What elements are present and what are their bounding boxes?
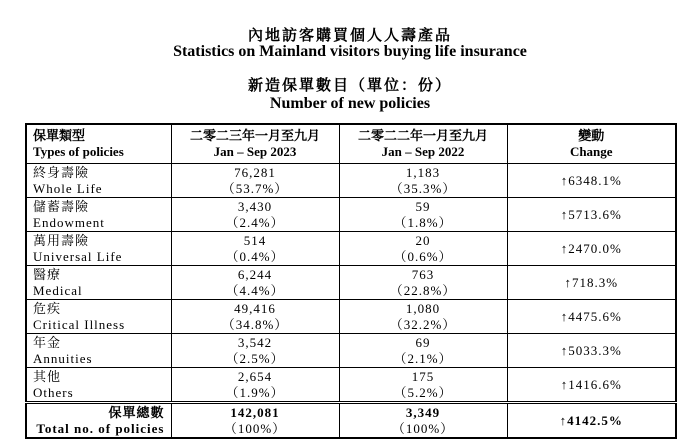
policy-type: 危疾 Critical Illness (26, 300, 171, 334)
value-2023: 76,281 （53.7%） (171, 164, 339, 198)
table-row (26, 164, 676, 198)
table-row (26, 266, 676, 300)
table-row (26, 403, 676, 439)
value-2023: 6,244 （4.4%） (171, 266, 339, 300)
change-value: ↑5713.6% (507, 198, 676, 232)
value-2023: 2,654 （1.9%） (171, 368, 339, 403)
subtitle-english: Number of new policies (269, 95, 431, 112)
policy-type: 保單總數 Total no. of policies (26, 403, 171, 439)
table-row (26, 198, 676, 232)
value-2022: 59 （1.8%） (339, 198, 507, 232)
subtitle-chinese: 新造保單數目（單位：份） (247, 78, 452, 94)
table-row (26, 300, 676, 334)
policy-type: 萬用壽險 Universal Life (26, 232, 171, 266)
value-2023: 3,542 （2.5%） (171, 334, 339, 368)
value-2022: 69 （2.1%） (339, 334, 507, 368)
policy-type: 儲蓄壽險 Endowment (26, 198, 171, 232)
value-2022: 20 （0.6%） (339, 232, 507, 266)
table-row (26, 368, 676, 403)
value-2023: 514 （0.4%） (171, 232, 339, 266)
header-change: 變動 Change (507, 124, 676, 164)
policy-type: 年金 Annuities (26, 334, 171, 368)
table-row (26, 232, 676, 266)
value-2022: 1,183 （35.3%） (339, 164, 507, 198)
change-value: ↑4142.5% (507, 403, 676, 439)
value-2023: 3,430 （2.4%） (171, 198, 339, 232)
header-2022: 二零二二年一月至九月 Jan – Sep 2022 (339, 124, 507, 164)
value-2022: 1,080 （32.2%） (339, 300, 507, 334)
policy-type: 醫療 Medical (26, 266, 171, 300)
change-value: ↑1416.6% (507, 368, 676, 403)
title-chinese: 內地訪客購買個人人壽產品 (247, 28, 452, 44)
change-value: ↑2470.0% (507, 232, 676, 266)
table-header (26, 124, 676, 164)
table-row (26, 334, 676, 368)
policy-type: 其他 Others (26, 368, 171, 403)
change-value: ↑718.3% (507, 266, 676, 300)
policies-table (25, 123, 677, 439)
title-english: Statistics on Mainland visitors buying life insurance (173, 43, 527, 60)
value-2023: 142,081 （100%） (171, 403, 339, 439)
change-value: ↑6348.1% (507, 164, 676, 198)
value-2022: 3,349 （100%） (339, 403, 507, 439)
value-2022: 175 （5.2%） (339, 368, 507, 403)
policy-type: 終身壽險 Whole Life (26, 164, 171, 198)
value-2023: 49,416 （34.8%） (171, 300, 339, 334)
header-type: 保單類型 Types of policies (26, 124, 171, 164)
value-2022: 763 （22.8%） (339, 266, 507, 300)
header-2023: 二零二三年一月至九月 Jan – Sep 2023 (171, 124, 339, 164)
change-value: ↑5033.3% (507, 334, 676, 368)
change-value: ↑4475.6% (507, 300, 676, 334)
